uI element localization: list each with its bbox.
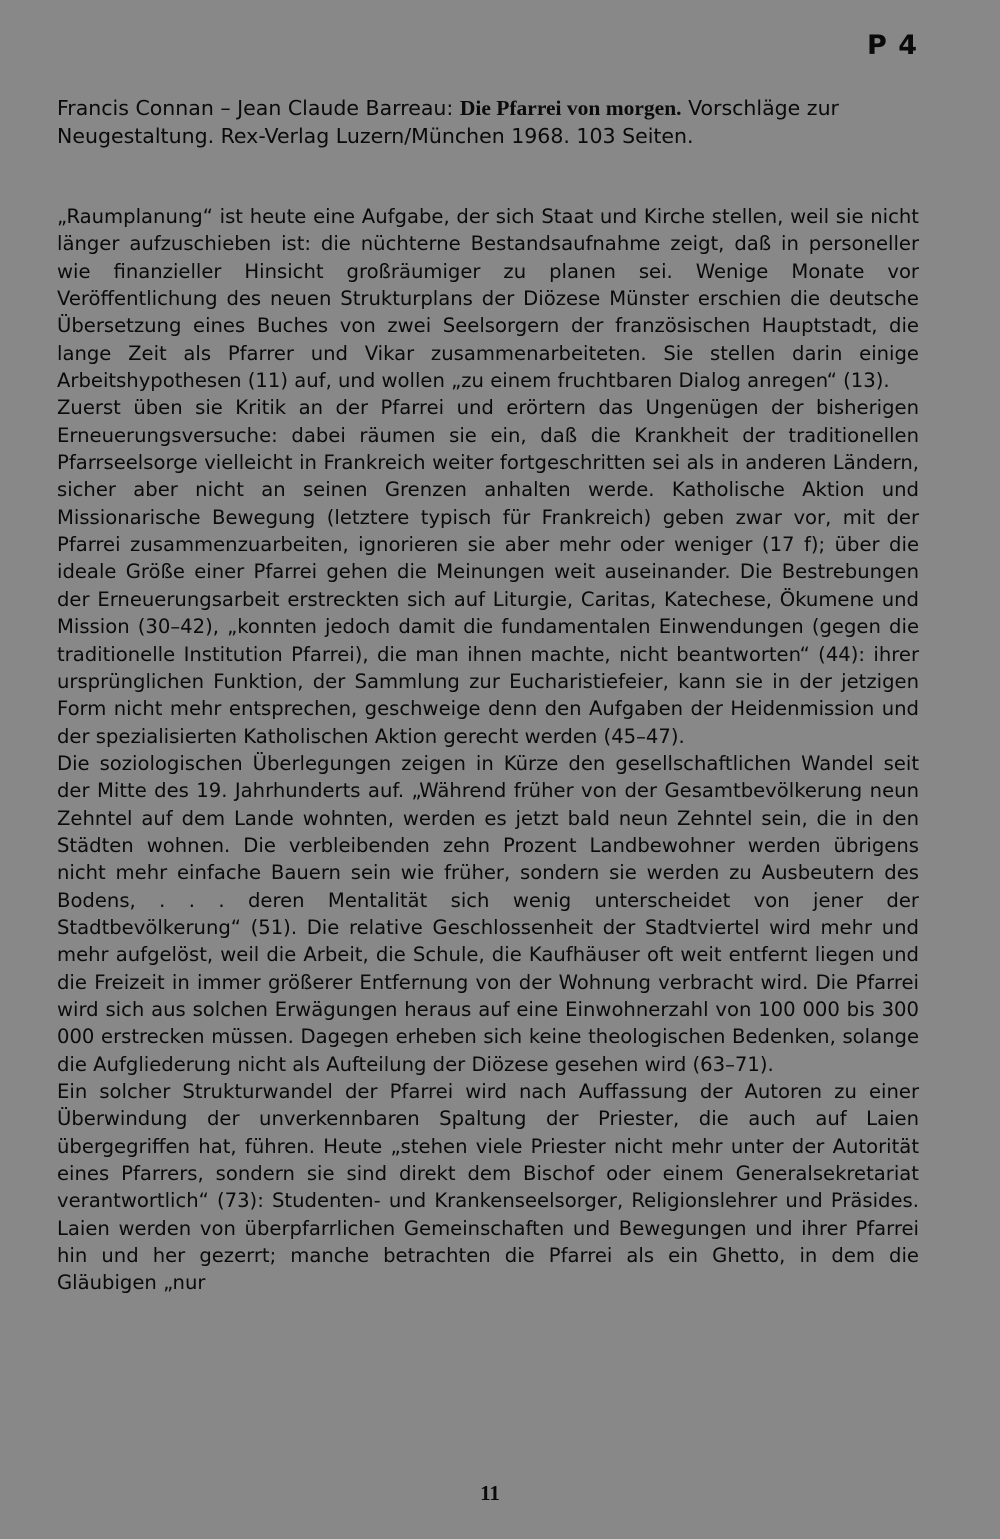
citation-title: Die Pfarrei von morgen. bbox=[459, 96, 682, 120]
paragraph-3: Die soziologischen Überlegungen zeigen in Kürze den gesellschaftlichen Wandel seit der Mitte des 19. Jahrhunderts auf. „Während früher von der Gesamtbevölkerung neun Zehntel auf dem Lande wohnten, werden es jetzt bald neun Zehntel sein, die in den Städten wohnen. Die verbleibenden zehn Prozent Landbewohner werden übrigens nicht mehr einfache Bauern sein wie früher, sondern sie werden zu Ausbeutern des Bodens, . . . deren Mentalität sich wenig unterscheidet von jener der Stadtbevölkerung“ (51). Die relative Geschlossenheit der Stadtviertel wird mehr und mehr aufgelöst, weil die Arbeit, die Schule, die Kaufhäuser oft weit entfernt liegen und die Freizeit in immer größerer Entfernung von der Wohnung verbracht wird. Die Pfarrei wird sich aus solchen Erwägungen heraus auf eine Einwohnerzahl von 100 000 bis 300 000 erstrecken müssen. Dagegen erheben sich keine theologischen Bedenken, solange die Aufgliederung nicht als Aufteilung der Diözese gesehen wird (63–71). bbox=[57, 751, 919, 1076]
book-citation bbox=[57, 95, 932, 150]
paragraph-1: „Raumplanung“ ist heute eine Aufgabe, der sich Staat und Kirche stellen, weil sie nicht länger aufzuschieben ist: die nüchterne Bestandsaufnahme zeigt, daß in personeller wie finanzieller Hinsicht großräumiger zu planen sei. Wenige Monate vor Veröffentlichung des neuen Strukturplans der Diözese Münster erschien die deutsche Übersetzung eines Buches von zwei Seelsorgern der französischen Hauptstadt, die lange Zeit als Pfarrer und Vikar zusammenarbeiteten. Sie stellen darin einige Arbeitshypothesen (11) auf, und wollen „zu einem fruchtbaren Dialog anregen“ (13). bbox=[57, 205, 919, 393]
page-number: 11 bbox=[480, 1481, 500, 1505]
page-code-label: P 4 bbox=[867, 30, 918, 61]
paragraph-2: Zuerst üben sie Kritik an der Pfarrei und erörtern das Ungenügen der bisherigen Erneuerungsversuche: dabei räumen sie ein, daß die Krankheit der traditionellen Pfarrseelsorge vielleicht in Frankreich weiter fortgeschritten sei als in anderen Ländern, sicher aber nicht an seinen Grenzen anhalten werde. Katholische Aktion und Missionarische Bewegung (letztere typisch für Frankreich) geben zwar vor, mit der Pfarrei zusammenzuarbeiten, ignorieren sie aber mehr oder weniger (17 f); über die ideale Größe einer Pfarrei gehen die Meinungen weit auseinander. Die Bestrebungen der Erneuerungsarbeit erstreckten sich auf Liturgie, Caritas, Katechese, Ökumene und Mission (30–42), „konnten jedoch damit die fundamentalen Einwendungen (gegen die traditionelle Institution Pfarrei), die man ihnen machte, nicht beantworten“ (44): ihrer ursprünglichen Funktion, der Sammlung zur Eucharistiefeier, kann sie in der jetzigen Form nicht mehr entsprechen, geschweige denn den Aufgaben der Heidenmission und der spezialisierten Katholischen Aktion gerecht werden (45–47). bbox=[57, 396, 919, 748]
review-body bbox=[57, 203, 919, 1297]
citation-authors: Francis Connan – Jean Claude Barreau: bbox=[57, 96, 460, 120]
citation-details: Vorschläge zur Neugestaltung. Rex-Verlag Luzern/München 1968. 103 Seiten. bbox=[57, 96, 839, 148]
paragraph-4: Ein solcher Strukturwandel der Pfarrei wird nach Auffassung der Autoren zu einer Überwindung der unverkennbaren Spaltung der Priester, die auch auf Laien übergegriffen hat, führen. Heute „stehen viele Priester nicht mehr unter der Autorität eines Pfarrers, sondern sie sind direkt dem Bischof oder einem Generalsekretariat verantwortlich“ (73): Studenten- und Krankenseelsorger, Religionslehrer und Präsides. Laien werden von überpfarrlichen Gemeinschaften und Bewegungen und ihrer Pfarrei hin und her gezerrt; manche betrachten die Pfarrei als ein Ghetto, in dem die Gläubigen „nur bbox=[57, 1080, 919, 1295]
